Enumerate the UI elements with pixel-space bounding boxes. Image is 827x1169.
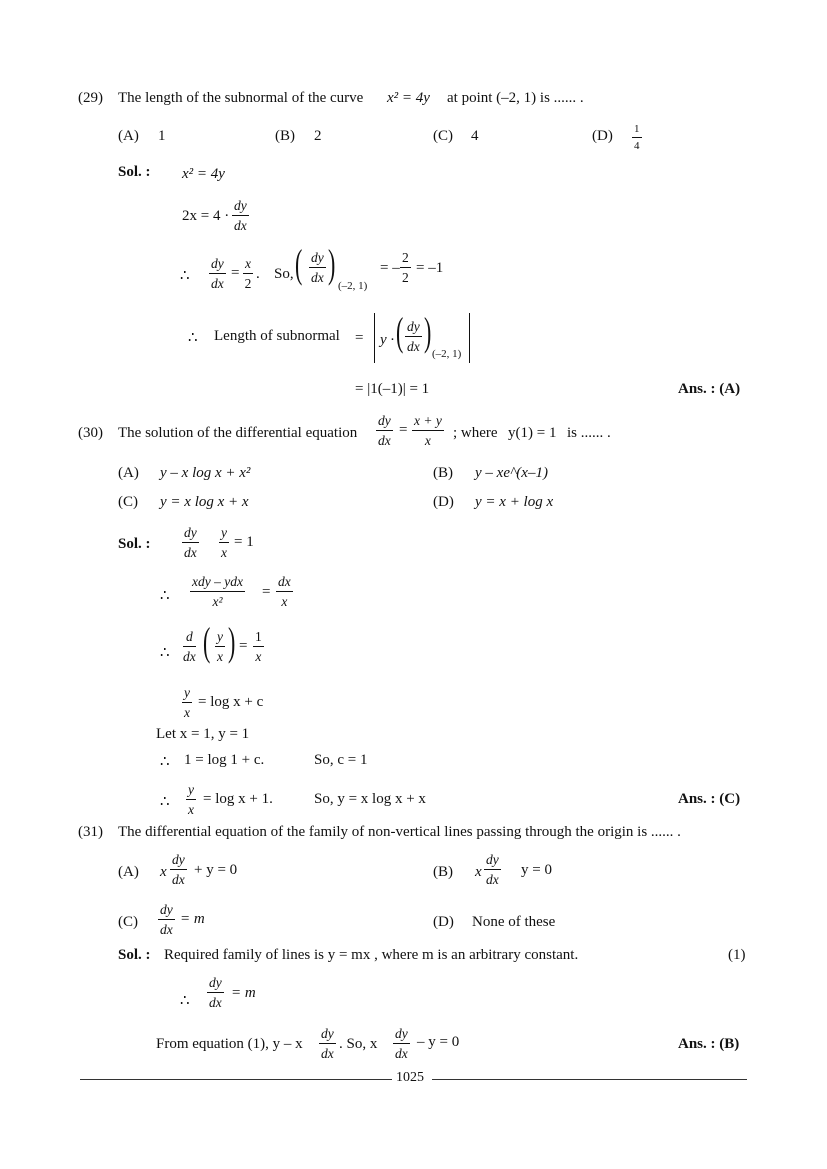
q29-curve: x² = 4y	[387, 90, 430, 106]
q29-dy-dx-1: $\frac{dy}{dx}$	[234, 198, 247, 233]
therefore-icon: ∴	[160, 645, 170, 661]
q30-s2-eq: =	[262, 584, 271, 600]
q30-s2-frac: xdy – ydx x²	[192, 574, 243, 609]
right-paren-icon: )	[327, 241, 336, 286]
q30-s4-y-over-x: $\frac{y}{x}$	[184, 685, 190, 720]
q30-sol-label: Sol. :	[118, 536, 151, 552]
q30-option-d-label: (D)	[433, 494, 454, 510]
q31-option-c-dy-dx: $\frac{dy}{dx}$	[160, 902, 173, 937]
q30-option-c: y = x log x + x	[160, 494, 249, 510]
page-number: 1025	[396, 1070, 424, 1085]
left-paren-icon: (	[202, 619, 211, 664]
q30-dy-dx: $\frac{dy}{dx}$	[378, 413, 391, 448]
q30-text-2: ; where	[453, 425, 498, 441]
q31-from-rhs: – y = 0	[417, 1034, 460, 1050]
therefore-icon: ∴	[160, 754, 170, 770]
q30-rhs-frac: $\frac{x + y}{x}$	[414, 413, 442, 448]
q29-point-sub-1: (–2, 1)	[338, 280, 368, 292]
q29-option-a-label: (A)	[118, 128, 139, 144]
q29-rhs-b: = –1	[416, 260, 444, 276]
q30-s3-d-dx: $\frac{d}{dx}$	[183, 629, 196, 664]
q30-s5: 1 = log 1 + c.	[184, 752, 265, 768]
q29-option-a: 1	[158, 128, 166, 144]
q30-answer: Ans. : (C)	[678, 791, 741, 807]
q30-let: Let x = 1, y = 1	[156, 726, 250, 742]
q31-option-c-label: (C)	[118, 914, 138, 930]
q30-option-c-label: (C)	[118, 494, 138, 510]
therefore-icon: ∴	[160, 794, 170, 810]
left-paren-icon: (	[395, 309, 404, 354]
q31-option-b-rhs: y = 0	[521, 862, 552, 878]
q30-number: (30)	[78, 425, 103, 441]
q29-answer: Ans. : (A)	[678, 381, 741, 397]
q29-option-c: 4	[471, 128, 479, 144]
q31-from-dy-dx-2: $\frac{dy}{dx}$	[395, 1026, 408, 1061]
q29-option-b-label: (B)	[275, 128, 295, 144]
q29-2-over-2: $\frac{2}{2}$	[402, 250, 409, 285]
q31-from-dy-dx-1: $\frac{dy}{dx}$	[321, 1026, 334, 1061]
q31-option-b-dy-dx: $\frac{dy}{dx}$	[486, 852, 499, 887]
q30-s6-rhs: = log x + 1.	[203, 791, 273, 807]
q31-option-b-label: (B)	[433, 864, 453, 880]
q29-sol-line-1: x² = 4y	[182, 166, 225, 182]
q29-option-b: 2	[314, 128, 322, 144]
q29-dy-dx-4: $\frac{dy}{dx}$	[407, 319, 420, 354]
q30-s1-dy-dx: $\frac{dy}{dx}$	[184, 525, 197, 560]
q31-option-a-x: x	[160, 864, 167, 880]
q31-option-a-dy-dx: $\frac{dy}{dx}$	[172, 852, 185, 887]
q29-dy-dx-2: $\frac{dy}{dx}$	[211, 256, 224, 291]
q31-option-d-label: (D)	[433, 914, 454, 930]
footer-rule-left	[80, 1079, 392, 1080]
q30-option-d: y = x + log x	[475, 494, 554, 510]
q31-from-so: . So, x	[339, 1036, 378, 1052]
q30-s6-y-over-x: $\frac{y}{x}$	[188, 782, 194, 817]
q31-option-c-rhs: = m	[180, 911, 205, 927]
q31-sol-label: Sol. :	[118, 947, 151, 963]
q30-s3-one-over-x: $\frac{1}{x}$	[255, 629, 262, 664]
q31-eq-ref: (1)	[728, 947, 746, 963]
q29-dy-dx-3: $\frac{dy}{dx}$	[311, 250, 324, 285]
q30-s1-y-over-x: $\frac{y}{x}$	[221, 525, 227, 560]
q29-rhs-a: = –	[380, 260, 400, 276]
q30-s4-rhs: = log x + c	[198, 694, 264, 710]
q31-answer: Ans. : (B)	[678, 1036, 740, 1052]
q30-option-b: y – xe^(x–1)	[475, 465, 548, 481]
q29-point-sub-2: (–2, 1)	[432, 348, 462, 360]
q30-s1-rhs: = 1	[234, 534, 254, 550]
q31-sol-text: Required family of lines is y = mx , where m is an arbitrary constant.	[164, 947, 579, 963]
right-paren-icon: )	[227, 619, 236, 664]
q31-option-a-rhs: + y = 0	[194, 862, 238, 878]
q30-option-a: y – x log x + x²	[160, 465, 251, 481]
q30-condition: y(1) = 1	[508, 425, 557, 441]
q29-sol-line-2: 2x = 4 ·	[182, 208, 230, 224]
q29-sol-label: Sol. :	[118, 164, 151, 180]
therefore-icon: ∴	[188, 330, 198, 346]
q29-so: So,	[274, 266, 294, 282]
abs-bar-left	[374, 313, 375, 363]
q29-eq-sign: =	[355, 330, 364, 346]
q30-text-3: is ...... .	[567, 425, 611, 441]
q29-option-d: $\frac{1}{4}$	[634, 123, 640, 152]
q30-option-b-label: (B)	[433, 465, 453, 481]
therefore-icon: ∴	[160, 588, 170, 604]
q30-s3-y-over-x: $\frac{y}{x}$	[217, 629, 223, 664]
q30-s5-so: So, c = 1	[314, 752, 368, 768]
abs-bar-right	[469, 313, 470, 363]
q29-length-label: Length of subnormal	[214, 328, 340, 344]
q29-text-2: at point (–2, 1) is ...... .	[447, 90, 584, 106]
left-paren-icon: (	[294, 241, 303, 286]
footer-rule-right	[432, 1079, 747, 1080]
q30-option-a-label: (A)	[118, 465, 139, 481]
q31-option-a-label: (A)	[118, 864, 139, 880]
q29-x-over-2: $\frac{x}{2}$	[244, 256, 252, 291]
q29-y-dot: y ·	[380, 332, 395, 348]
q30-s6-so: So, y = x log x + x	[314, 791, 426, 807]
right-paren-icon: )	[423, 309, 432, 354]
q29-text: The length of the subnormal of the curve	[118, 90, 364, 106]
q29-number: (29)	[78, 90, 103, 106]
q31-text: The differential equation of the family of non-vertical lines passing through the origin is ...... .	[118, 824, 681, 840]
q31-s2-rhs: = m	[231, 985, 256, 1001]
q29-option-c-label: (C)	[433, 128, 453, 144]
therefore-icon: ∴	[180, 993, 190, 1009]
q31-option-b-x: x	[475, 864, 482, 880]
q29-option-d-label: (D)	[592, 128, 613, 144]
q30-text: The solution of the differential equation	[118, 425, 358, 441]
q30-s2-rhs: $\frac{dx}{x}$	[278, 574, 291, 609]
q31-s2-dy-dx: $\frac{dy}{dx}$	[209, 975, 222, 1010]
q31-number: (31)	[78, 824, 103, 840]
q31-option-d: None of these	[472, 914, 556, 930]
therefore-icon: ∴	[180, 268, 190, 284]
q31-from-text: From equation (1), y – x	[156, 1036, 303, 1052]
q29-sol-line-5: = |1(–1)| = 1	[355, 381, 430, 397]
